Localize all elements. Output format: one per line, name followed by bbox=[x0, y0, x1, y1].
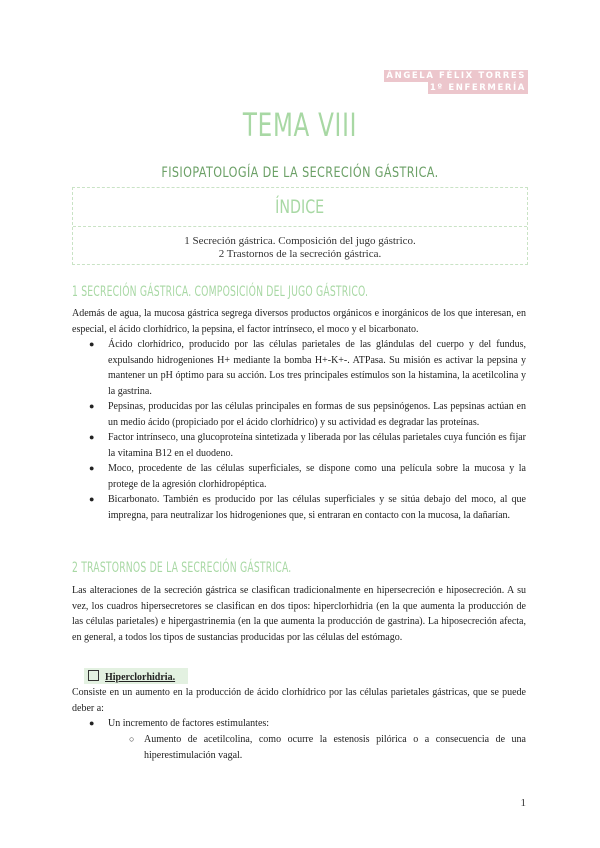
bullet-icon: ● bbox=[89, 339, 95, 349]
section2-heading: 2 TRASTORNOS DE LA SECRECIÓN GÁSTRICA. bbox=[72, 560, 292, 576]
section2-intro: Las alteraciones de la secreción gástrica se clasifican tradicionalmente en hipersecreción e hiposecreción. A su vez, los cuadros hipersecretores se clasifican en dos tipos: hiperclorhidria (en la que aumenta la producción de las células parietales) e hipergastrinemia (en la que aumenta la producción de gastrina). La hiposecreción afecta, en general, a todos los tipos de sustancias producidas por las células del estómago. bbox=[72, 585, 526, 643]
list-item: ○ Aumento de acetilcolina, como ocurre la estenosis pilórica o a consecuencia de una hiperestimulación vagal. bbox=[129, 734, 526, 761]
index-item[interactable]: 2 Trastornos de la secreción gástrica. bbox=[218, 248, 382, 260]
section1-bullet-list bbox=[72, 337, 526, 523]
section1-intro: Además de agua, la mucosa gástrica segrega diversos productos orgánicos e inorgánicos de los que interesan, en especial, el ácido clorhídrico, la pepsina, el factor intrínseco, el moco y el bicarbonato. bbox=[72, 308, 526, 335]
subsection-intro: Consiste en un aumento en la producción de ácido clorhídrico por las células parietales gástricas, que se puede deber a: bbox=[72, 687, 526, 714]
index-heading: ÍNDICE bbox=[73, 188, 527, 227]
list-item: ● Un incremento de factores estimulantes: bbox=[72, 716, 526, 732]
bullet-icon: ● bbox=[89, 463, 95, 473]
checkbox-icon bbox=[88, 670, 99, 681]
bullet-icon: ● bbox=[89, 718, 95, 728]
bullet-icon: ● bbox=[89, 494, 95, 504]
list-item: ● Bicarbonato. También es producido por las células superficiales y se sitúa debajo del moco, al que impregna, para neutralizar los hidrogeniones que, si entraran en contacto con la mucosa, la dañarían. bbox=[89, 494, 526, 521]
index-box bbox=[72, 187, 528, 265]
hollow-bullet-icon: ○ bbox=[129, 734, 135, 744]
subsection-bullet-list bbox=[72, 716, 526, 732]
page-title: TEMA VIII bbox=[242, 106, 358, 144]
list-item: ● Ácido clorhídrico, producido por las células parietales de las glándulas del cuerpo y del fundus, expulsando hidrogeniones H+ mediante la bomba H+-K+-. ATPasa. Su misión es activar la pepsina y mantener un pH óptimo para su acción. Los tres principales estímulos son la histamina, la acetilcolina y la gastrina. bbox=[89, 339, 526, 397]
list-item: ● Factor intrínseco, una glucoproteína sintetizada y liberada por las células parietales cuya función es fijar la vitamina B12 en el duodeno. bbox=[89, 432, 526, 459]
subsection-sub-bullet-list bbox=[72, 732, 526, 763]
author-block bbox=[384, 70, 528, 94]
list-item: ● Moco, procedente de las células superficiales, se dispone como una película sobre la mucosa y la protege de la agresión clorhidropéptica. bbox=[89, 463, 526, 490]
index-item[interactable]: 1 Secreción gástrica. Composición del jugo gástrico. bbox=[184, 235, 416, 247]
bullet-icon: ● bbox=[89, 432, 95, 442]
page-subtitle: FISIOPATOLOGÍA DE LA SECRECIÓN GÁSTRICA. bbox=[161, 165, 439, 181]
subheading-hiperclorhidria: Hiperclorhidria. bbox=[88, 670, 175, 683]
page-number: 1 bbox=[520, 797, 526, 809]
author-course: 1º ENFERMERÍA bbox=[429, 83, 526, 93]
author-name: ÁNGELA FÉLIX TORRES bbox=[386, 71, 526, 81]
section1-heading: 1 SECRECIÓN GÁSTRICA. COMPOSICIÓN DEL JUGO GÁSTRICO. bbox=[72, 284, 369, 300]
bullet-icon: ● bbox=[89, 401, 95, 411]
index-list bbox=[73, 227, 527, 261]
list-item: ● Pepsinas, producidas por las células principales en formas de sus pepsinógenos. Las pepsinas actúan en un medio ácido (propiciado por el ácido clorhídrico) y su actividad es degradar las proteínas. bbox=[89, 401, 526, 428]
